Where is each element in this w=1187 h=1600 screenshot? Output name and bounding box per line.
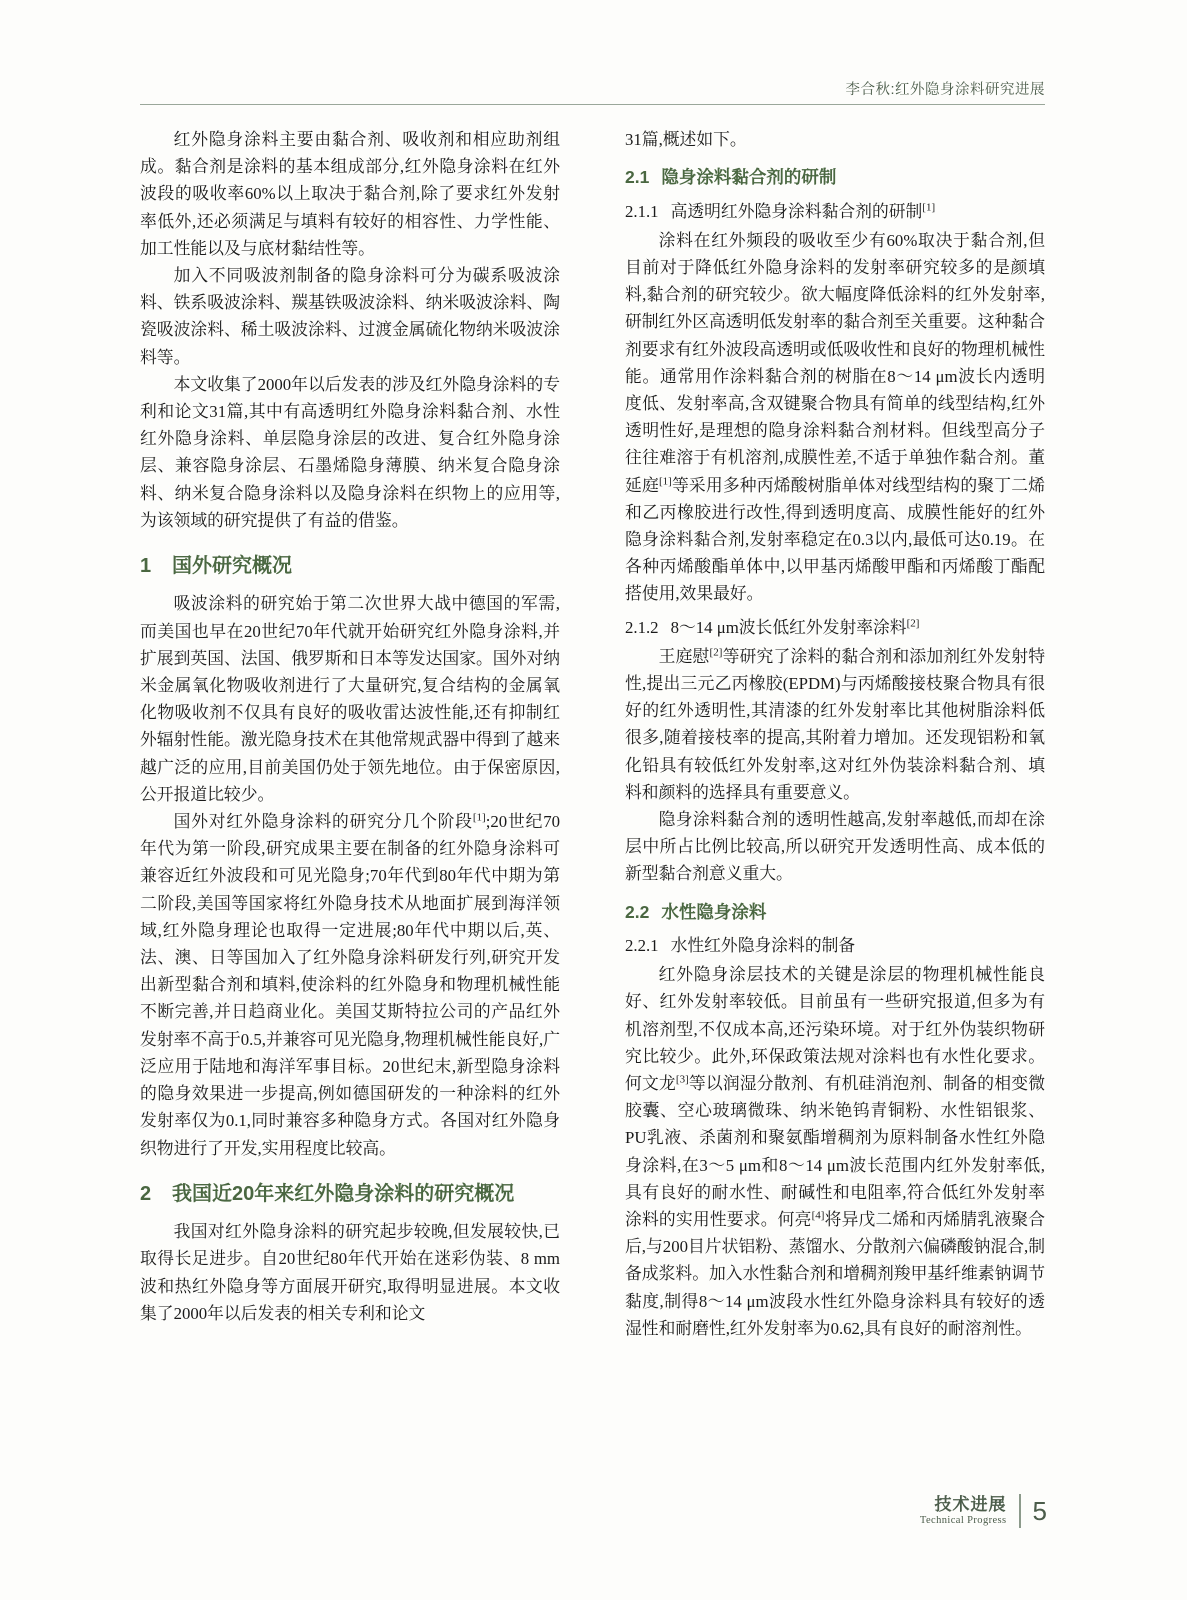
citation-ref: [3] [675,1073,689,1086]
paragraph-text: 王庭慰 [658,646,710,666]
paragraph: 隐身涂料黏合剂的透明性越高,发射率越低,而却在涂层中所占比例比较高,所以研究开发透明性高、成本低的新型黏合剂意义重大。 [625,810,1045,884]
section-title: 国外研究概况 [172,555,292,578]
paragraph-text: 等研究了涂料的黏合剂和添加剂红外发射特性,提出三元乙丙橡胶(EPDM)与丙烯酸接枝聚合物具有很好的红外透明性,其清漆的红外发射率比其他树脂涂料低很多,随着接枝率的提高,其附着力增加。还发现铝粉和氧化铅具有较低红外发射率,这对红外伪装涂料黏合剂、填料和颜料的选择具有重要意义。 [625,646,1045,802]
page-number: 5 [1032,1495,1047,1526]
paragraph-text: ;20世纪70年代为第一阶段,研究成果主要在制备的红外隐身涂料可兼容近红外波段和可见光隐身;70年代到80年代中期为第二阶段,美国等国家将红外隐身技术从地面扩展到海洋领域,红外隐身理论也取得一定进展;80年代中期以后,英、法、澳、日等国加入了红外隐身涂料研发行列,研究开发出新型黏合剂和填料,使涂料的红外隐身和物理机械性能不断完善,并日趋商业化。美国艾斯特拉公司的产品红外发射率不高于0.5,并兼容可见光隐身,物理机械性能良好,广泛应用于陆地和海洋军事目标。20世纪末,新型隐身涂料的隐身效果进一步提高,例如德国研发的一种涂料的红外发射率仅为0.1,同时兼容多种隐身方式。各国对红外隐身织物进行了开发,实用程度比较高。 [140,812,560,1158]
footer-label-cn: 技术进展 [934,1495,1007,1515]
footer-divider [1019,1494,1021,1528]
paragraph [625,643,1045,806]
footer-label-en: Technical Progress [919,1514,1007,1526]
paragraph [140,808,560,1162]
paragraph-text: 国外对红外隐身涂料的研究分几个阶段 [173,812,473,832]
section-heading-1 [140,550,560,582]
paragraph: 本文收集了2000年以后发表的涉及红外隐身涂料的专利和论文31篇,其中有高透明红外隐身涂料黏合剂、水性红外隐身涂料、单层隐身涂层的改进、复合红外隐身涂层、兼容隐身涂层、石墨烯隐身薄膜、纳米复合隐身涂料、纳米复合隐身涂料以及隐身涂料在织物上的应用等,为该领域的研究提供了有益的借鉴。 [140,374,560,530]
citation-ref: [2] [709,646,723,659]
subsubsection-heading-2-2-1 [625,932,1045,959]
paragraph: 31篇,概述如下。 [625,130,747,149]
running-head: 李合秋:红外隐身涂料研究进展 [845,82,1045,98]
paragraph [625,961,1045,1342]
paragraph: 吸波涂料的研究始于第二次世界大战中德国的军需,而美国也早在20世纪70年代就开始研究红外隐身涂料,并扩展到英国、法国、俄罗斯和日本等发达国家。国外对纳米金属氧化物吸收剂进行了大量研究,复合结构的金属氧化物吸收剂不仅具有良好的吸收雷达波性能,还有抑制红外辐射性能。激光隐身技术在其他常规武器中得到了越来越广泛的应用,目前美国仍处于领先地位。由于保密原因,公开报道比较少。 [140,594,560,804]
paragraph-text: 等以润湿分散剂、有机硅消泡剂、制备的相变微胶囊、空心玻璃微珠、纳米铯钨青铜粉、水性铝银浆、PU乳液、杀菌剂和聚氨酯增稠剂为原料制备水性红外隐身涂料,在3～5 μm和8～14 μm波长范围内红外发射率低,具有良好的耐水性、耐碱性和电阻率,符合低红外发射率涂料的实用性要求。何亮 [625,1073,1045,1229]
left-column [140,126,560,1327]
right-column [625,126,1045,1342]
paragraph: 红外隐身涂料主要由黏合剂、吸收剂和相应助剂组成。黏合剂是涂料的基本组成部分,红外隐身涂料在红外波段的吸收率60%以上取决于黏合剂,除了要求红外发射率低外,还必须满足与填料有较好的相容性、力学性能、加工性能以及与底材黏结性等。 [140,130,560,258]
subsubsection-number: 2.1.2 [625,617,659,637]
subsubsection-number: 2.2.1 [625,935,659,955]
page-footer [920,1494,1047,1528]
subsubsection-title-text: 8～14 μm波长低红外发射率涂料 [670,617,907,637]
subsubsection-title-text: 高透明红外隐身涂料黏合剂的研制 [670,201,923,221]
paragraph-text: 等采用多种丙烯酸树脂单体对线型结构的聚丁二烯和乙丙橡胶进行改性,得到透明度高、成膜性能好的红外隐身涂料黏合剂,发射率稳定在0.3以内,最低可达0.19。在各种丙烯酸酯单体中,以甲基丙烯酸甲酯和丙烯酸丁酯配搭使用,效果最好。 [625,475,1045,604]
subsection-title: 隐身涂料黏合剂的研制 [661,167,837,188]
paragraph: 我国对红外隐身涂料的研究起步较晚,但发展较快,已取得长足进步。自20世纪80年代开始在迷彩伪装、8 mm波和热红外隐身等方面展开研究,取得明显进展。本文收集了2000年以后发表的相关专利和论文 [140,1222,560,1323]
citation-ref: [1] [922,200,936,213]
footer-label [920,1495,1007,1527]
subsubsection-title [671,614,920,641]
subsection-number: 2.1 [625,167,650,188]
header-divider [140,104,1045,105]
citation-ref: [1] [472,811,486,824]
section-title: 我国近20年来红外隐身涂料的研究概况 [172,1182,515,1205]
subsubsection-heading-2-1-2 [625,614,1045,641]
section-heading-2 [140,1178,560,1210]
paragraph-text: 红外隐身涂层技术的关键是涂层的物理机械性能良好、红外发射率较低。目前虽有一些研究报道,但多为有机溶剂型,不仅成本高,还污染环境。对于红外伪装织物研究比较少。此外,环保政策法规对涂料也有水性化要求。何文龙 [625,965,1045,1093]
paragraph-text: 将异戊二烯和丙烯腈乳液聚合后,与200目片状铝粉、蒸馏水、分散剂六偏磷酸钠混合,制备成浆料。加入水性黏合剂和增稠剂羧甲基纤维素钠调节黏度,制得8～14 μm波段水性红外隐身涂料具有较好的透湿性和耐磨性,红外发射率为0.62,具有良好的耐溶剂性。 [625,1210,1045,1338]
section-number: 1 [140,555,152,578]
subsection-number: 2.2 [625,901,650,922]
citation-ref: [1] [658,474,672,487]
subsubsection-title [671,198,936,225]
citation-ref: [2] [906,617,920,629]
citation-ref: [4] [811,1209,825,1222]
paragraph-text: 涂料在红外频段的吸收至少有60%取决于黏合剂,但目前对于降低红外隐身涂料的发射率研究较多的是颜填料,黏合剂的研究较少。欲大幅度降低涂料的红外发射率,研制红外区高透明低发射率的黏合剂至关重要。这种黏合剂要求有红外波段高透明或低吸收性和良好的物理机械性能。通常用作涂料黏合剂的树脂在8～14 μm波长内透明度低、发射率高,含双键聚合物具有简单的线型结构,红外透明性好,是理想的隐身涂料黏合剂材料。但线型高分子往往难溶于有机溶剂,成膜性差,不适于单独作黏合剂。董延庭 [625,230,1045,495]
section-number: 2 [140,1182,152,1205]
subsubsection-title: 水性红外隐身涂料的制备 [670,935,856,955]
paragraph: 加入不同吸波剂制备的隐身涂料可分为碳系吸波涂料、铁系吸波涂料、羰基铁吸波涂料、纳米吸波涂料、陶瓷吸波涂料、稀土吸波涂料、过渡金属硫化物纳米吸波涂料等。 [140,266,560,367]
subsection-heading-2-2 [625,898,1045,926]
subsubsection-heading-2-1-1 [625,198,1045,225]
subsection-heading-2-1 [625,163,1045,191]
paragraph [625,227,1045,608]
subsection-title: 水性隐身涂料 [661,901,767,922]
subsubsection-number: 2.1.1 [625,201,659,221]
